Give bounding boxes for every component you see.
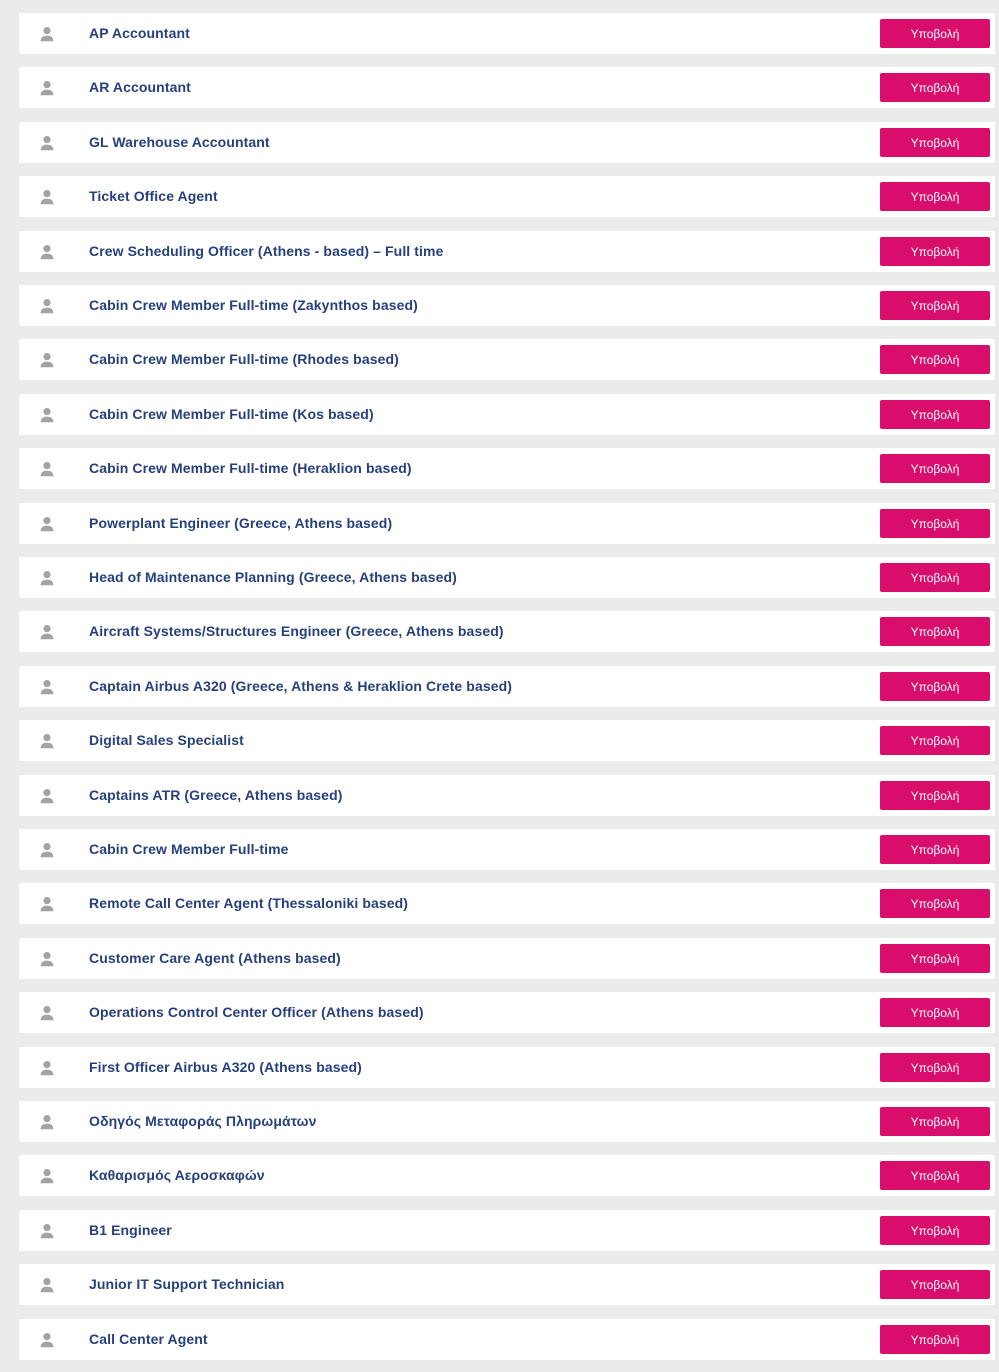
submit-button[interactable]: Υποβολή [880,1107,990,1136]
job-row [19,1047,995,1088]
submit-button[interactable]: Υποβολή [880,835,990,864]
submit-button[interactable]: Υποβολή [880,563,990,592]
user-icon [39,1277,55,1293]
user-icon [39,679,55,695]
job-title-link[interactable]: Cabin Crew Member Full-time (Rhodes based) [89,351,399,367]
job-row [19,992,995,1033]
submit-button[interactable]: Υποβολή [880,19,990,48]
job-title-link[interactable]: Remote Call Center Agent (Thessaloniki based) [89,895,409,911]
job-title-link[interactable]: Crew Scheduling Officer (Athens - based) – Full time [89,243,444,259]
job-title-link[interactable]: Junior IT Support Technician [89,1276,285,1292]
user-icon [39,80,55,96]
user-icon [39,896,55,912]
user-icon [39,1168,55,1184]
job-title-link[interactable]: Head of Maintenance Planning (Greece, Athens based) [89,569,457,585]
job-row [19,448,995,489]
user-icon [39,407,55,423]
job-row [19,775,995,816]
user-icon [39,842,55,858]
job-title-link[interactable]: First Officer Airbus A320 (Athens based) [89,1059,362,1075]
job-row [19,611,995,652]
job-row [19,1264,995,1305]
job-row [19,1210,995,1251]
job-row [19,666,995,707]
submit-button[interactable]: Υποβολή [880,345,990,374]
submit-button[interactable]: Υποβολή [880,1161,990,1190]
submit-button[interactable]: Υποβολή [880,237,990,266]
user-icon [39,733,55,749]
job-row [19,339,995,380]
user-icon [39,570,55,586]
submit-button[interactable]: Υποβολή [880,889,990,918]
submit-button[interactable]: Υποβολή [880,672,990,701]
job-title-link[interactable]: Καθαρισμός Αεροσκαφών [89,1167,265,1183]
submit-button[interactable]: Υποβολή [880,1325,990,1354]
job-row [19,122,995,163]
job-title-link[interactable]: Digital Sales Specialist [89,732,244,748]
job-row [19,1101,995,1142]
job-title-link[interactable]: Captain Airbus A320 (Greece, Athens & Heraklion Crete based) [89,678,513,694]
job-title-link[interactable]: Ticket Office Agent [89,188,218,204]
job-title-link[interactable]: Captains ATR (Greece, Athens based) [89,787,343,803]
submit-button[interactable]: Υποβολή [880,1270,990,1299]
submit-button[interactable]: Υποβολή [880,182,990,211]
job-title-link[interactable]: AP Accountant [89,25,190,41]
job-title-link[interactable]: Cabin Crew Member Full-time (Zakynthos based) [89,297,418,313]
job-title-link[interactable]: Call Center Agent [89,1331,208,1347]
job-title-link[interactable]: Powerplant Engineer (Greece, Athens based) [89,515,393,531]
job-row [19,1319,995,1360]
user-icon [39,1223,55,1239]
submit-button[interactable]: Υποβολή [880,128,990,157]
submit-button[interactable]: Υποβολή [880,1216,990,1245]
job-title-link[interactable]: Cabin Crew Member Full-time (Heraklion based) [89,460,412,476]
job-title-link[interactable]: AR Accountant [89,79,191,95]
job-title-link[interactable]: Aircraft Systems/Structures Engineer (Greece, Athens based) [89,623,504,639]
job-title-link[interactable]: B1 Engineer [89,1222,172,1238]
submit-button[interactable]: Υποβολή [880,944,990,973]
submit-button[interactable]: Υποβολή [880,998,990,1027]
job-row [19,1155,995,1196]
submit-button[interactable]: Υποβολή [880,617,990,646]
job-row [19,176,995,217]
job-row [19,503,995,544]
job-title-link[interactable]: Cabin Crew Member Full-time [89,841,289,857]
job-row [19,13,995,54]
submit-button[interactable]: Υποβολή [880,726,990,755]
job-row [19,231,995,272]
submit-button[interactable]: Υποβολή [880,400,990,429]
user-icon [39,352,55,368]
job-title-link[interactable]: Οδηγός Μεταφοράς Πληρωμάτων [89,1113,317,1129]
submit-button[interactable]: Υποβολή [880,1053,990,1082]
user-icon [39,516,55,532]
job-title-link[interactable]: Operations Control Center Officer (Athens based) [89,1004,424,1020]
user-icon [39,788,55,804]
job-title-link[interactable]: GL Warehouse Accountant [89,134,270,150]
job-title-link[interactable]: Customer Care Agent (Athens based) [89,950,341,966]
submit-button[interactable]: Υποβολή [880,291,990,320]
job-row [19,67,995,108]
user-icon [39,189,55,205]
submit-button[interactable]: Υποβολή [880,781,990,810]
user-icon [39,461,55,477]
job-row [19,720,995,761]
job-row [19,829,995,870]
user-icon [39,135,55,151]
submit-button[interactable]: Υποβολή [880,73,990,102]
submit-button[interactable]: Υποβολή [880,454,990,483]
job-row [19,557,995,598]
job-row [19,285,995,326]
user-icon [39,1005,55,1021]
user-icon [39,951,55,967]
user-icon [39,1060,55,1076]
user-icon [39,624,55,640]
job-row [19,883,995,924]
job-title-link[interactable]: Cabin Crew Member Full-time (Kos based) [89,406,374,422]
user-icon [39,1114,55,1130]
job-row [19,394,995,435]
user-icon [39,26,55,42]
job-row [19,938,995,979]
user-icon [39,1332,55,1348]
user-icon [39,298,55,314]
user-icon [39,244,55,260]
submit-button[interactable]: Υποβολή [880,509,990,538]
